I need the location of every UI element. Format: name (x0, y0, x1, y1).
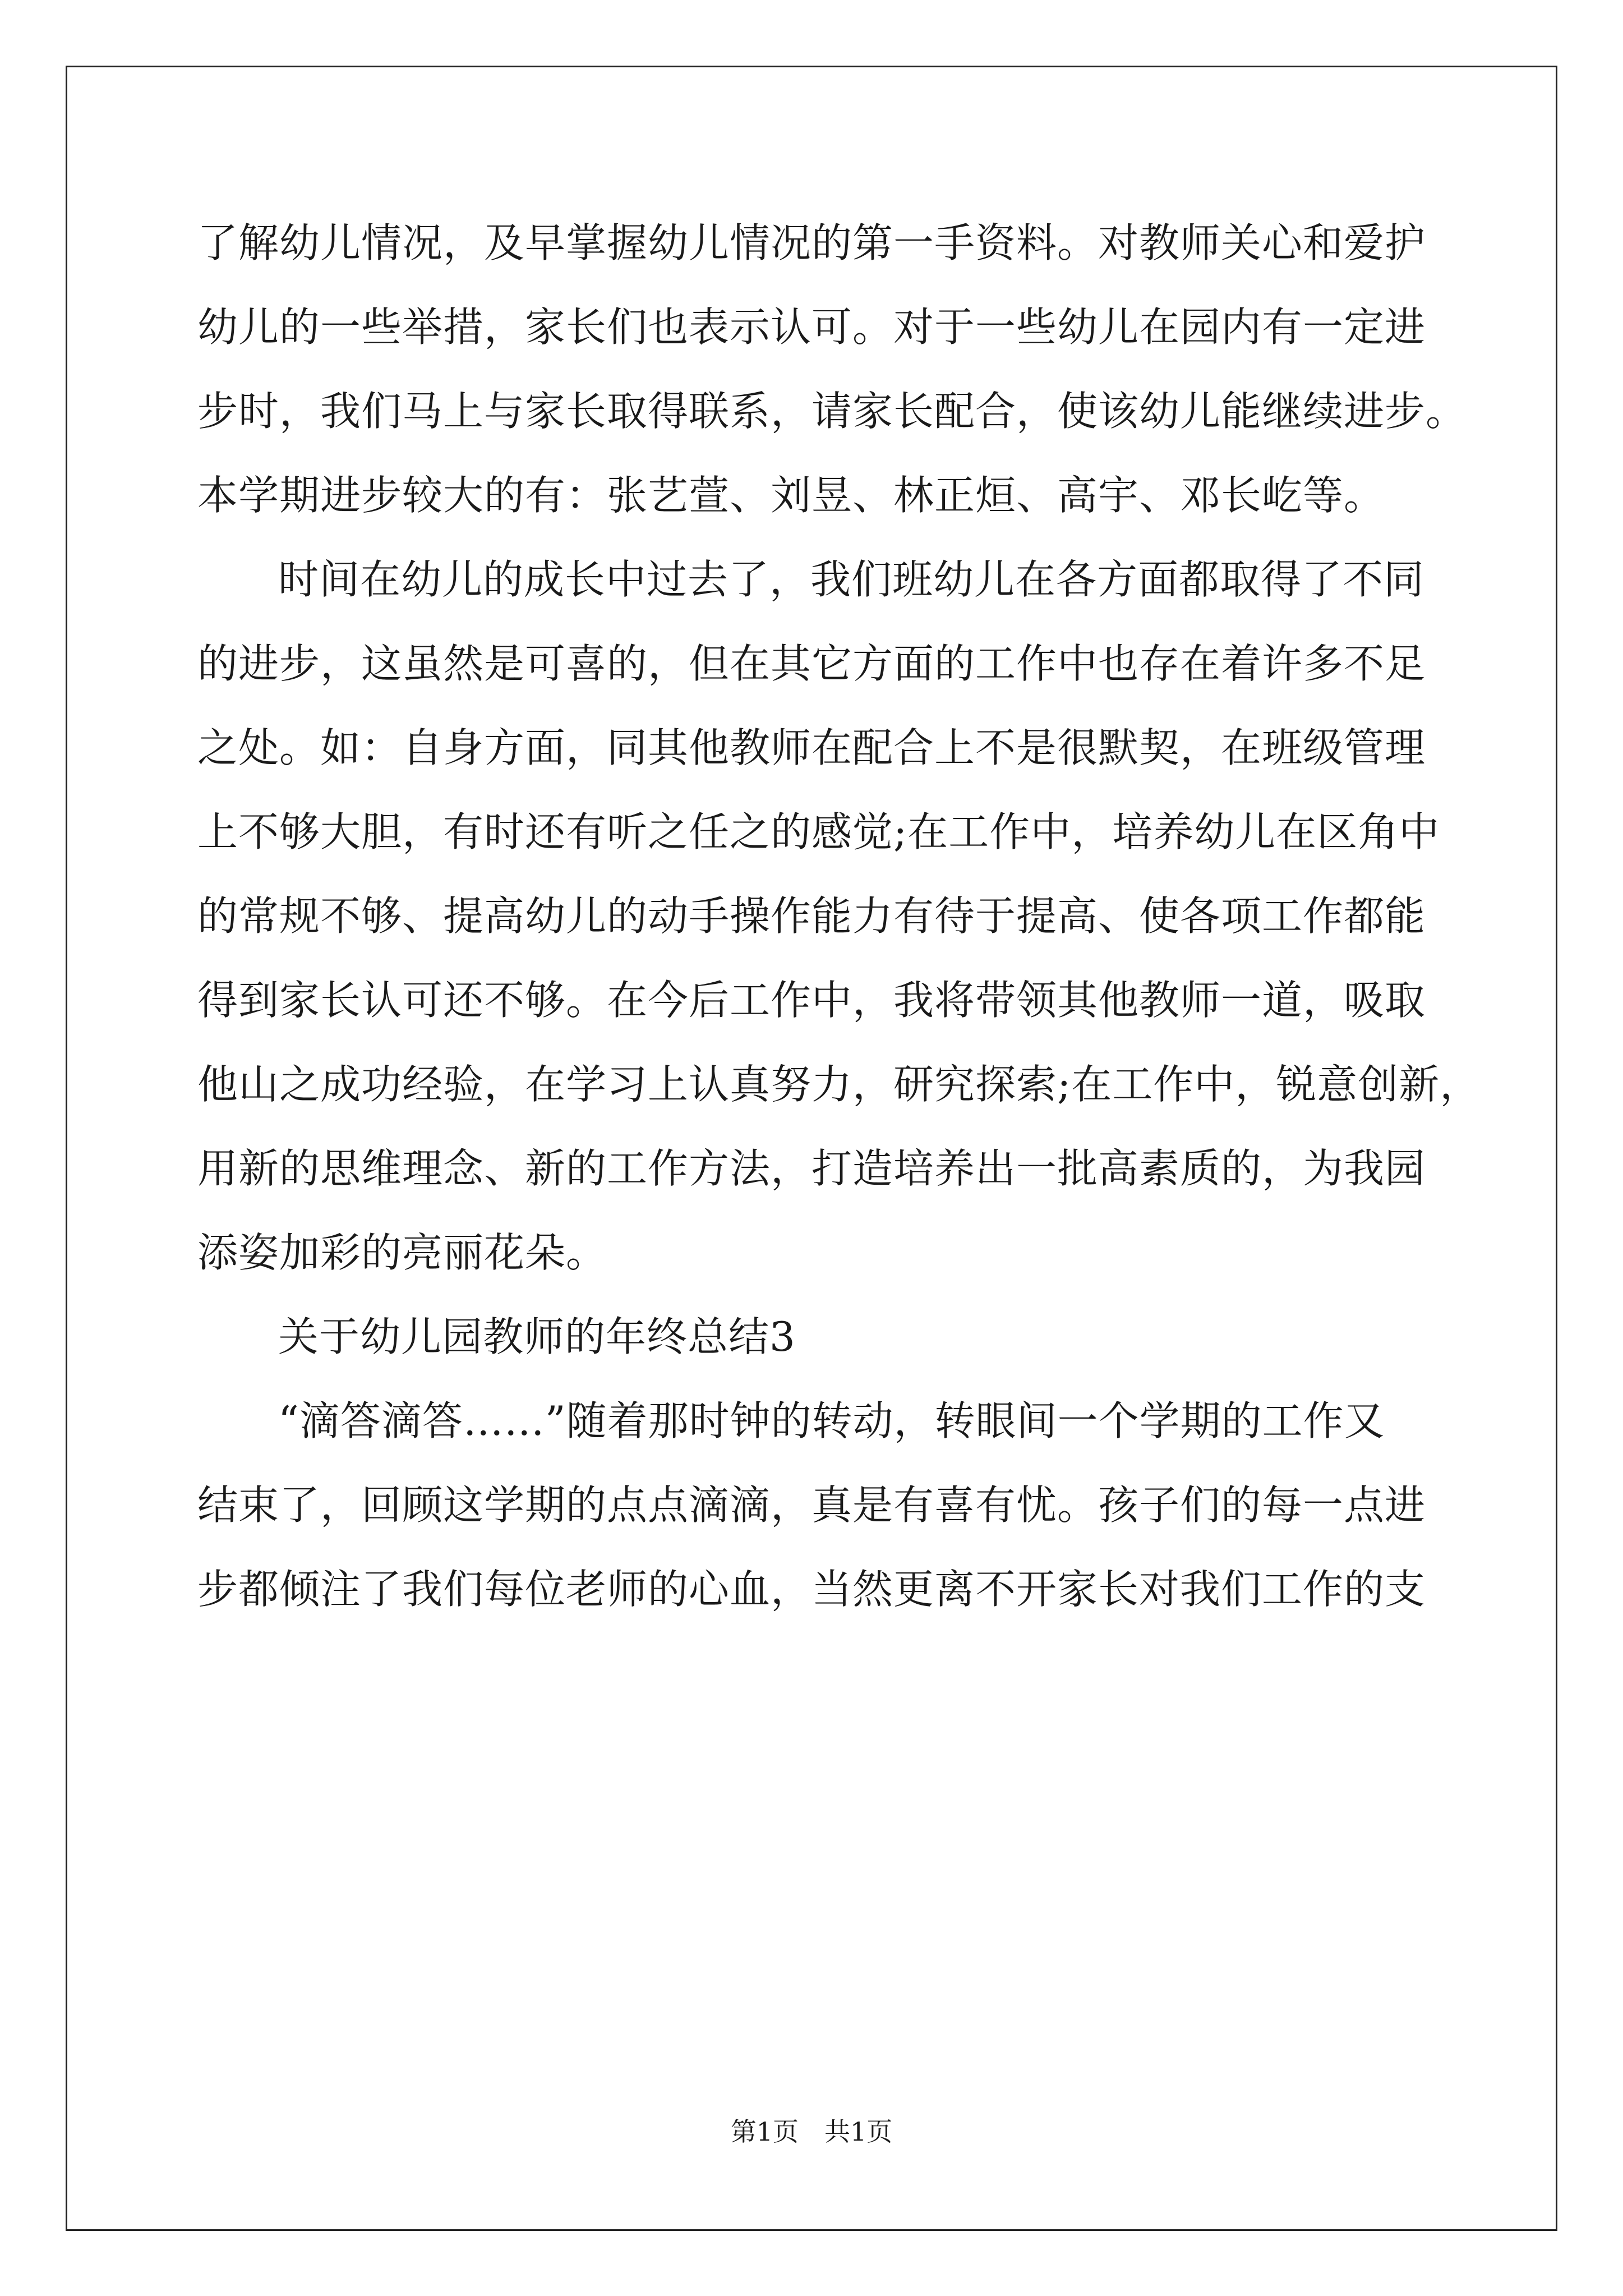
paragraph-line: 他山之成功经验，在学习上认真努力，研究探索;在工作中，锐意创新， (197, 1061, 1481, 1108)
paragraph-line: 本学期进步较大的有：张艺萱、刘昱、林正烜、高宇、邓长屹等。 (197, 472, 1385, 519)
page-number-footer: 第1页 共1页 (730, 2116, 893, 2147)
paragraph-line: 得到家长认可还不够。在今后工作中，我将带领其他教师一道，吸取 (197, 977, 1426, 1024)
paragraph-line: 之处。如：自身方面，同其他教师在配合上不是很默契，在班级管理 (197, 724, 1426, 771)
paragraph-line: 时间在幼儿的成长中过去了，我们班幼儿在各方面都取得了不同 (278, 556, 1425, 603)
paragraph-line: 结束了，回顾这学期的点点滴滴，真是有喜有忧。孩子们的每一点进 (197, 1481, 1426, 1529)
paragraph-line: “滴答滴答……”随着那时钟的转动，转眼间一个学期的工作又 (278, 1397, 1385, 1444)
paragraph-line: 幼儿的一些举措，家长们也表示认可。对于一些幼儿在园内有一定进 (197, 303, 1426, 351)
paragraph-line: 步时，我们马上与家长取得联系，请家长配合，使该幼儿能继续进步。 (197, 388, 1467, 435)
paragraph-line: 的进步，这虽然是可喜的，但在其它方面的工作中也存在着许多不足 (197, 640, 1426, 687)
paragraph-line: 添姿加彩的亮丽花朵。 (197, 1229, 607, 1276)
paragraph-line: 的常规不够、提高幼儿的动手操作能力有待于提高、使各项工作都能 (197, 892, 1426, 940)
paragraph-line: 步都倾注了我们每位老师的心血，当然更离不开家长对我们工作的支 (197, 1566, 1426, 1613)
section-heading: 关于幼儿园教师的年终总结3 (278, 1313, 796, 1360)
paragraph-line: 上不够大胆，有时还有听之任之的感觉;在工作中，培养幼儿在区角中 (197, 808, 1440, 855)
paragraph-line: 了解幼儿情况，及早掌握幼儿情况的第一手资料。对教师关心和爱护 (197, 219, 1426, 266)
paragraph-line: 用新的思维理念、新的工作方法，打造培养出一批高素质的，为我园 (197, 1145, 1426, 1192)
